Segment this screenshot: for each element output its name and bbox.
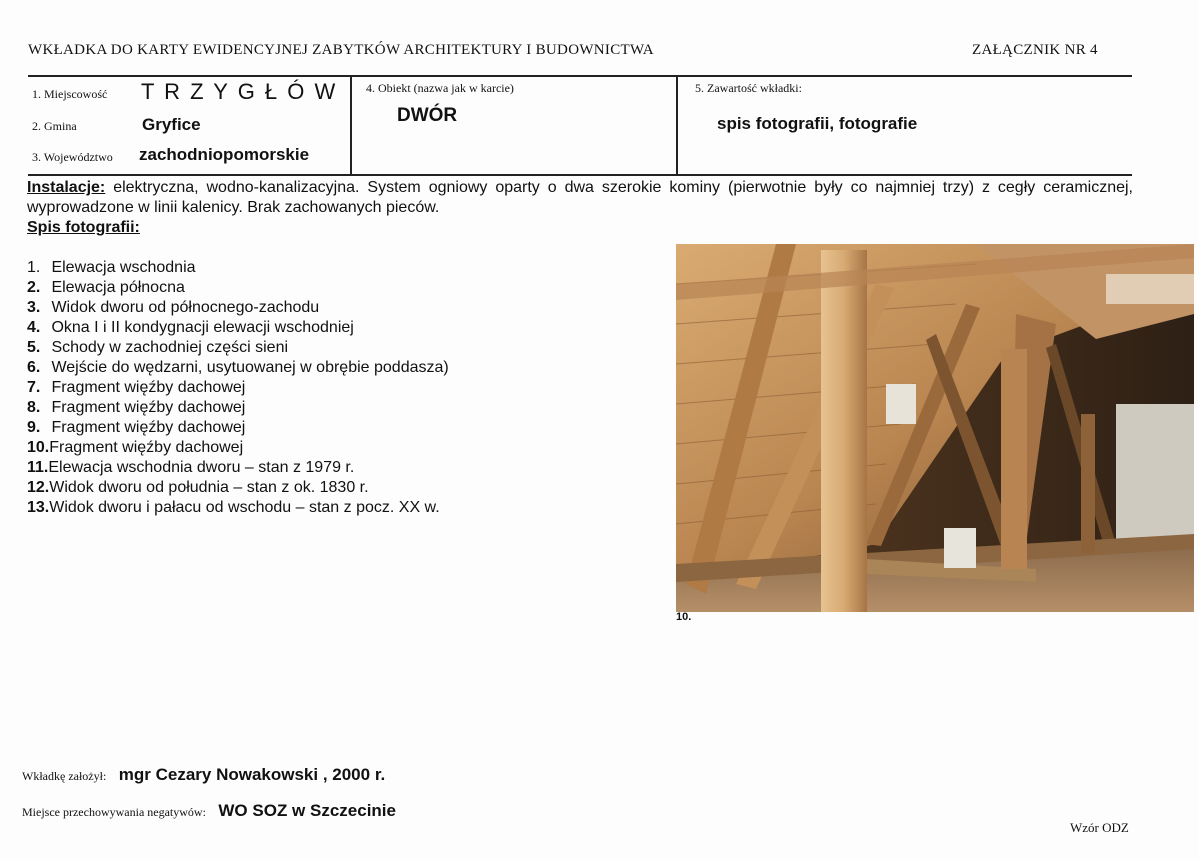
author-line xyxy=(22,765,385,785)
list-item xyxy=(27,338,449,358)
list-item-text: Widok dworu od południa – stan z ok. 1830 r. xyxy=(49,479,369,496)
field-divider-2 xyxy=(676,76,678,175)
locality-label: 1. Miejscowość xyxy=(32,87,108,101)
list-item-number: 13. xyxy=(27,499,50,516)
list-item xyxy=(27,378,449,398)
list-item-number: 7. xyxy=(27,379,41,396)
list-item xyxy=(27,458,449,478)
list-item-number: 5. xyxy=(27,339,41,356)
photo-list xyxy=(27,258,449,518)
list-item-text: Widok dworu od północnego-zachodu xyxy=(51,299,320,316)
list-item-number: 6. xyxy=(27,359,41,376)
installations-text: elektryczna, wodno-kanalizacyjna. System ogniowy oparty o dwa szerokie kominy (pierwotnie były co najmniej trzy) z cegły ceramicznej, wyprowadzone w linii kalenicy. Brak zachowanych pieców. xyxy=(27,179,1133,216)
list-item xyxy=(27,358,449,378)
list-item-number: 12. xyxy=(27,479,50,496)
list-item-text: Fragment więźby dachowej xyxy=(51,419,246,436)
list-item-text: Wejście do wędzarni, usytuowanej w obrębie poddasza) xyxy=(51,359,449,376)
list-item-text: Elewacja wschodnia dworu – stan z 1979 r. xyxy=(48,459,355,476)
voivodeship-label: 3. Województwo xyxy=(32,150,113,164)
list-item-text: Fragment więźby dachowej xyxy=(51,379,246,396)
negatives-value: WO SOZ w Szczecinie xyxy=(218,801,396,820)
list-item-number: 4. xyxy=(27,319,41,336)
installations-paragraph xyxy=(27,178,1133,218)
list-item xyxy=(27,418,449,438)
list-item-text: Schody w zachodniej części sieni xyxy=(51,339,289,356)
photo-caption: 10. xyxy=(676,611,692,623)
installations-label: Instalacje: xyxy=(27,179,106,196)
negatives-label: Miejsce przechowywania negatywów: xyxy=(22,805,206,819)
object-label: 4. Obiekt (nazwa jak w karcie) xyxy=(366,81,514,95)
list-item-text: Widok dworu i pałacu od wschodu – stan z pocz. XX w. xyxy=(49,499,440,516)
commune-value: Gryfice xyxy=(142,115,201,134)
commune-label: 2. Gmina xyxy=(32,119,77,133)
list-item-number: 9. xyxy=(27,419,41,436)
list-item xyxy=(27,278,449,298)
list-item-number: 3. xyxy=(27,299,41,316)
list-item xyxy=(27,438,449,458)
locality-value: T R Z Y G Ł Ó W xyxy=(141,79,338,104)
template-code: Wzór ODZ xyxy=(1070,820,1129,835)
list-item-text: Elewacja północna xyxy=(51,279,185,296)
list-item xyxy=(27,478,449,498)
fields-bottom-rule xyxy=(28,174,1132,176)
list-item-number: 10. xyxy=(27,439,50,456)
voivodeship-value: zachodniopomorskie xyxy=(139,145,310,164)
list-item-text: Elewacja wschodnia xyxy=(51,259,196,276)
document-title: WKŁADKA DO KARTY EWIDENCYJNEJ ZABYTKÓW ARCHITEKTURY I BUDOWNICTWA xyxy=(28,42,654,58)
list-item-number: 11. xyxy=(27,459,49,476)
content-label: 5. Zawartość wkładki: xyxy=(695,81,802,95)
list-item-number: 2. xyxy=(27,279,41,296)
list-item xyxy=(27,258,449,278)
list-item-text: Fragment więźby dachowej xyxy=(51,399,246,416)
attic-truss-photo xyxy=(676,244,1194,612)
list-item xyxy=(27,398,449,418)
field-divider-1 xyxy=(350,76,352,175)
list-item xyxy=(27,318,449,338)
list-item xyxy=(27,298,449,318)
header-rule xyxy=(28,75,1132,77)
list-item xyxy=(27,498,449,518)
annex-number: ZAŁĄCZNIK NR 4 xyxy=(972,42,1098,58)
list-item-text: Fragment więźby dachowej xyxy=(49,439,244,456)
negatives-line xyxy=(22,801,396,821)
list-item-number: 8. xyxy=(27,399,41,416)
author-label: Wkładkę założył: xyxy=(22,769,107,783)
list-item-number: 1. xyxy=(27,259,41,276)
content-value: spis fotografii, fotografie xyxy=(717,114,918,133)
object-value: DWÓR xyxy=(397,105,458,126)
author-value: mgr Cezary Nowakowski , 2000 r. xyxy=(118,765,386,784)
photo-list-title: Spis fotografii: xyxy=(27,219,140,236)
list-item-text: Okna I i II kondygnacji elewacji wschodniej xyxy=(51,319,354,336)
